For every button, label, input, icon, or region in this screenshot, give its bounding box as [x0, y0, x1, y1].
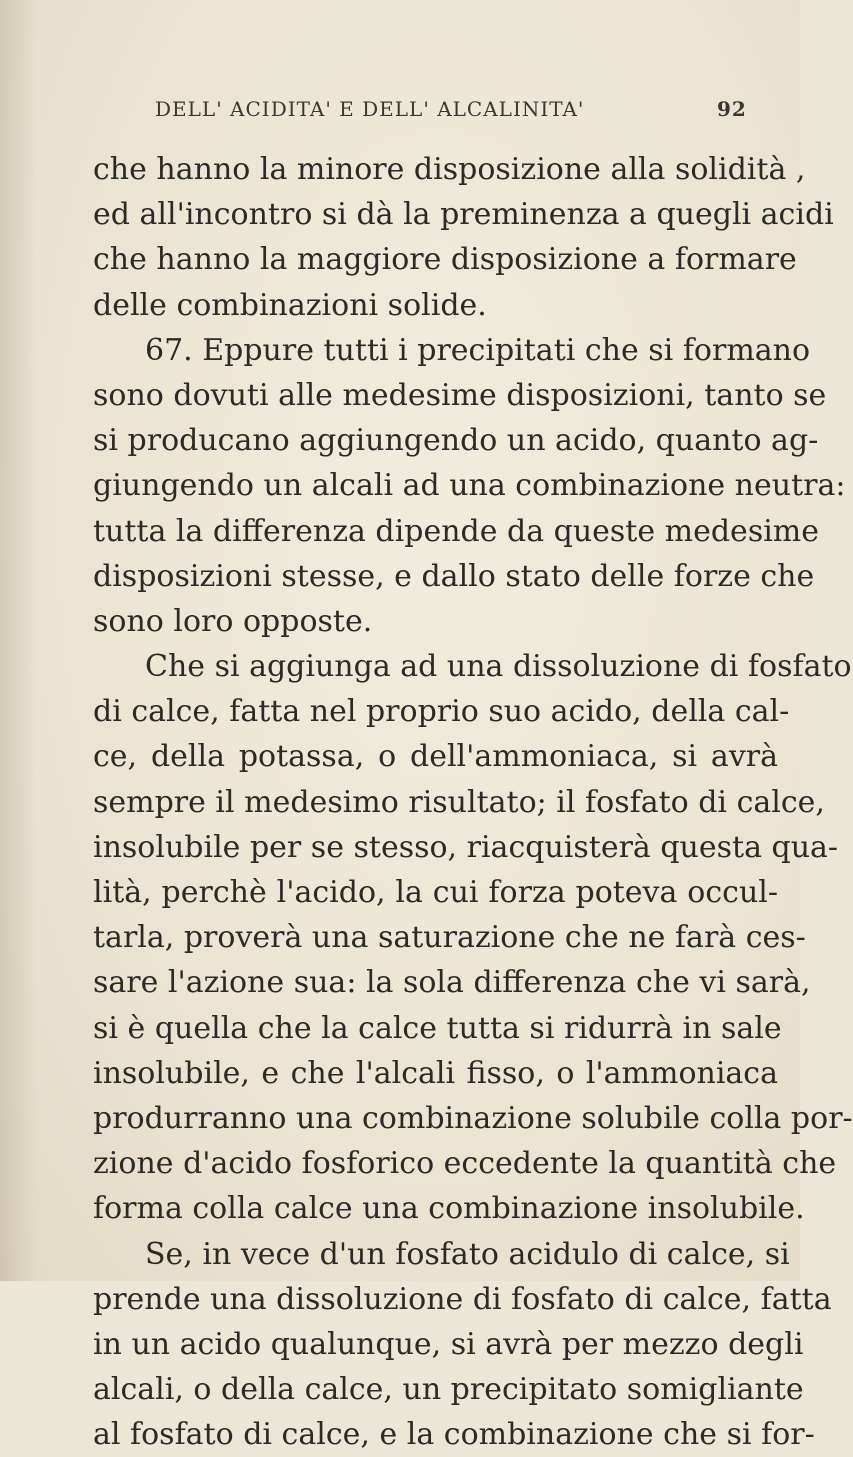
text-line: produrranno una combinazione solubile colla por- [93, 1100, 853, 1136]
text-line: zione d'acido fosforico eccedente la quantità che [93, 1146, 837, 1182]
text-line: prende una dissoluzione di fosfato di calce, fatta [93, 1281, 832, 1317]
text-line: al fosfato di calce, e la combinazione che si for- [93, 1417, 815, 1453]
page-number: 92 [717, 97, 747, 121]
binding-shadow [0, 0, 36, 1281]
text-line: sono dovuti alle medesime disposizioni, tanto se [93, 377, 827, 413]
body-text [93, 147, 853, 1457]
paragraph-start-line: 67. Eppure tutti i precipitati che si formano [145, 332, 811, 368]
text-line: sare l'azione sua: la sola differenza che vi sarà, [93, 965, 811, 1001]
text-line: sempre il medesimo risultato; il fosfato di calce, [93, 784, 825, 820]
text-line: tarla, proverà una saturazione che ne farà ces- [93, 920, 806, 956]
text-line: insolubile per se stesso, riacquisterà questa qua- [93, 829, 839, 865]
text-line: tutta la differenza dipende da queste medesime [93, 513, 820, 549]
text-line: delle combinazioni solide. [93, 287, 487, 323]
text-line: che hanno la maggiore disposizione a formare [93, 242, 797, 278]
text-line: in un acido qualunque, si avrà per mezzo degli [93, 1326, 804, 1362]
text-line: alcali, o della calce, un precipitato somigliante [93, 1372, 804, 1408]
text-line: disposizioni stesse, e dallo stato delle forze che [93, 558, 815, 594]
paragraph-start-line: Se, in vece d'un fosfato acidulo di calce, si [145, 1236, 790, 1272]
text-line: di calce, fatta nel proprio suo acido, della cal- [93, 694, 790, 730]
text-line: lità, perchè l'acido, la cui forza poteva occul- [93, 875, 778, 910]
text-line: giungendo un alcali ad una combinazione neutra: [93, 468, 846, 504]
text-line: ed all'incontro si dà la preminenza a quegli acidi [93, 197, 834, 233]
text-line: insolubile, e che l'alcali fisso, o l'ammoniaca [93, 1055, 778, 1091]
text-line: sono loro opposte. [93, 603, 373, 639]
text-line: che hanno la minore disposizione alla solidità , [93, 152, 806, 187]
text-line: forma colla calce una combinazione insolubile. [93, 1191, 805, 1227]
text-line: ce, della potassa, o dell'ammoniaca, si avrà [93, 739, 778, 775]
text-line: si producano aggiungendo un acido, quanto ag- [93, 423, 819, 459]
running-title: DELL' ACIDITA' E DELL' ALCALINITA' [155, 97, 585, 121]
paragraph-start-line: Che si aggiunga ad una dissoluzione di fosfato [145, 649, 852, 685]
text-line: si è quella che la calce tutta si ridurrà in sale [93, 1010, 782, 1046]
